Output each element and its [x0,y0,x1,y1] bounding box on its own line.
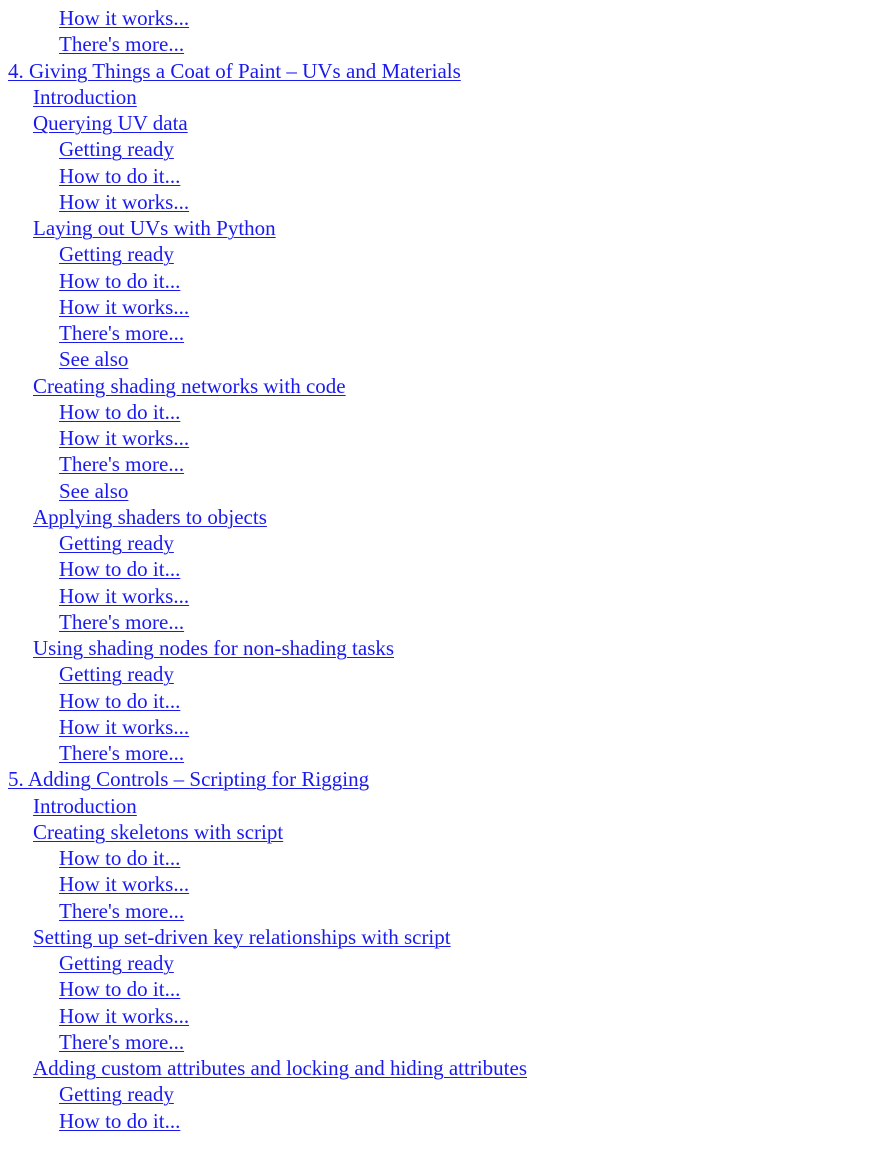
toc-subsection-link[interactable]: See also [59,478,129,503]
toc-subsection-row [0,320,893,346]
toc-subsection-link[interactable]: There's more... [59,321,185,345]
toc-subsection-row [0,530,893,556]
toc-subsection-row [0,31,893,57]
toc-subsection-link[interactable]: How to do it... [59,1108,181,1133]
toc-chapter-row [0,58,893,84]
toc-subsection-row [0,294,893,320]
toc-subsection-link[interactable]: How it works... [59,189,190,214]
toc-subsection-link[interactable]: How it works... [59,714,190,739]
toc-subsection-row [0,268,893,294]
toc-section-row [0,819,893,845]
toc-subsection-row [0,163,893,189]
toc-subsection-link[interactable]: There's more... [59,1029,185,1054]
toc-section-row [0,504,893,530]
toc-subsection-link[interactable]: How to do it... [59,399,181,424]
toc-subsection-link[interactable]: How to do it... [59,846,181,870]
toc-section-row [0,793,893,819]
toc-subsection-row [0,976,893,1002]
toc-section-row [0,635,893,661]
toc-section-link[interactable]: Laying out UVs with Python [33,216,276,240]
toc-section-link[interactable]: Creating shading networks with code [33,373,346,398]
toc-subsection-row [0,583,893,609]
toc-subsection-link[interactable]: How it works... [59,294,190,319]
toc-subsection-row [0,425,893,451]
toc-subsection-row [0,1029,893,1055]
toc-section-row [0,110,893,136]
table-of-contents [0,5,893,1134]
toc-subsection-link[interactable]: How to do it... [59,268,181,293]
toc-subsection-row [0,898,893,924]
toc-subsection-row [0,399,893,425]
toc-subsection-link[interactable]: There's more... [59,452,185,477]
toc-subsection-link[interactable]: Getting ready [59,951,174,975]
toc-subsection-link[interactable]: How to do it... [59,977,181,1002]
toc-subsection-row [0,688,893,714]
toc-section-row [0,215,893,241]
toc-subsection-row [0,1003,893,1029]
toc-section-link[interactable]: Creating skeletons with script [33,819,284,844]
toc-subsection-link[interactable]: How it works... [59,426,190,450]
toc-subsection-link[interactable]: Getting ready [59,662,174,687]
toc-chapter-link[interactable]: 4. Giving Things a Coat of Paint – UVs and Materials [8,58,461,83]
toc-subsection-row [0,661,893,687]
toc-subsection-row [0,714,893,740]
toc-subsection-row [0,478,893,504]
toc-section-link[interactable]: Applying shaders to objects [33,504,267,529]
toc-subsection-row [0,1108,893,1134]
toc-chapter-link[interactable]: 5. Adding Controls – Scripting for Rigging [8,767,370,792]
toc-subsection-row [0,1081,893,1107]
toc-subsection-link[interactable]: There's more... [59,741,185,765]
toc-subsection-link[interactable]: How to do it... [59,557,181,582]
toc-section-row [0,84,893,110]
toc-subsection-link[interactable]: Getting ready [59,1082,174,1107]
toc-subsection-link[interactable]: How it works... [59,872,190,897]
toc-subsection-link[interactable]: See also [59,347,129,372]
toc-subsection-link[interactable]: Getting ready [59,531,174,555]
toc-subsection-row [0,136,893,162]
toc-subsection-row [0,189,893,215]
toc-subsection-link[interactable]: How to do it... [59,163,181,188]
toc-subsection-link[interactable]: How it works... [59,6,190,30]
toc-subsection-row [0,845,893,871]
toc-subsection-link[interactable]: How it works... [59,583,190,608]
toc-subsection-row [0,609,893,635]
toc-section-link[interactable]: Using shading nodes for non-shading tasks [33,636,395,660]
toc-subsection-link[interactable]: Getting ready [59,137,174,162]
toc-section-link[interactable]: Introduction [33,793,137,818]
toc-section-link[interactable]: Adding custom attributes and locking and hiding attributes [33,1056,528,1080]
toc-subsection-row [0,5,893,31]
toc-section-link[interactable]: Setting up set-driven key relationships with script [33,924,451,949]
toc-section-link[interactable]: Introduction [33,84,137,109]
toc-subsection-link[interactable]: How to do it... [59,688,181,713]
toc-section-row [0,373,893,399]
toc-section-row [0,1055,893,1081]
toc-subsection-link[interactable]: There's more... [59,609,185,634]
toc-subsection-link[interactable]: There's more... [59,898,185,923]
toc-section-link[interactable]: Querying UV data [33,111,188,135]
toc-subsection-row [0,241,893,267]
toc-subsection-link[interactable]: Getting ready [59,242,174,267]
toc-subsection-row [0,871,893,897]
toc-subsection-row [0,740,893,766]
toc-subsection-link[interactable]: There's more... [59,32,185,57]
toc-subsection-row [0,451,893,477]
toc-subsection-row [0,346,893,372]
toc-subsection-link[interactable]: How it works... [59,1003,190,1028]
toc-subsection-row [0,556,893,582]
toc-chapter-row [0,766,893,792]
toc-section-row [0,924,893,950]
toc-subsection-row [0,950,893,976]
